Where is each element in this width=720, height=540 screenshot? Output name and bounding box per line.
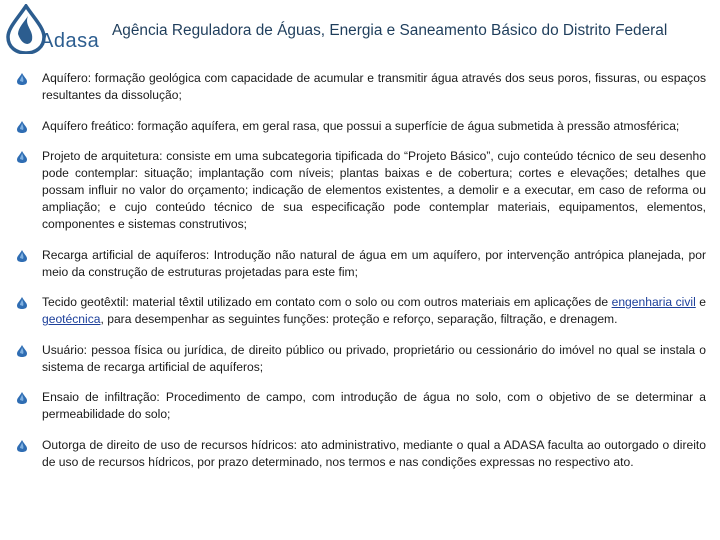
item-text: Aquífero: formação geológica com capacidade de acumular e transmitir água através dos seus poros, fissuras, ou espaços resultantes da dissolução; — [42, 71, 706, 102]
logo-text: Adasa — [40, 30, 100, 52]
water-drop-bullet-icon — [16, 440, 28, 452]
list-item — [16, 247, 706, 281]
definitions-list — [16, 70, 706, 484]
adasa-logo — [4, 4, 100, 56]
list-item — [16, 389, 706, 423]
item-text: Tecido geotêxtil: material têxtil utilizado em contato com o solo ou com outros materiais em aplicações de — [42, 295, 612, 309]
list-item — [16, 342, 706, 376]
water-drop-bullet-icon — [16, 297, 28, 309]
list-item — [16, 294, 706, 328]
water-drop-bullet-icon — [16, 73, 28, 85]
item-text: Usuário: pessoa física ou jurídica, de direito público ou privado, proprietário ou cessionário do imóvel no qual se instala o sistema de recarga artificial de aquíferos; — [42, 342, 706, 374]
water-drop-bullet-icon — [16, 250, 28, 262]
item-text: , para desempenhar as seguintes funções: proteção e reforço, separação, filtração, e drenagem. — [100, 312, 618, 326]
item-text: e — [695, 295, 706, 309]
water-drop-bullet-icon — [16, 392, 28, 404]
item-text: Projeto de arquitetura: consiste em uma subcategoria tipificada do “Projeto Básico”, cujo conteúdo técnico de seu desenho pode contemplar: situação; implantação com níveis; plantas baixas e de cobertura; cortes e elevações; detalhes que possam influir no valor do orçamento; indicação de elementos existentes, a demolir e a executar, em caso de reforma ou ampliação; e cujo conteúdo técnico de sua especificação pode contemplar materiais, equipamentos, elementos, componentes e sistemas construtivos; — [42, 149, 706, 231]
item-text: Aquífero freático: formação aquífera, em geral rasa, que possui a superfície de água submetida à pressão atmosférica; — [42, 118, 680, 133]
geotecnica-link[interactable]: geotécnica — [42, 312, 101, 326]
item-text: Outorga de direito de uso de recursos hídricos: ato administrativo, mediante o qual a ADASA faculta ao outorgado o direito de uso de recursos hídricos, por prazo determinado, nos termos e nas condições expressas no respectivo ato. — [42, 437, 706, 469]
item-text: Ensaio de infiltração: Procedimento de campo, com introdução de água no solo, com o objetivo de se determinar a permeabilidade do solo; — [42, 390, 706, 421]
water-drop-bullet-icon — [16, 121, 28, 133]
page-title: Agência Reguladora de Águas, Energia e Saneamento Básico do Distrito Federal — [112, 22, 668, 39]
water-drop-bullet-icon — [16, 345, 28, 357]
list-item — [16, 70, 706, 104]
item-text: Recarga artificial de aquíferos: Introdução não natural de água em um aquífero, por intervenção antrópica planejada, por meio da construção de estruturas projetadas para este fim; — [42, 247, 706, 279]
list-item — [16, 437, 706, 471]
engenharia-civil-link[interactable]: engenharia civil — [611, 295, 696, 309]
list-item — [16, 118, 706, 135]
page-header — [0, 0, 720, 62]
list-item — [16, 148, 706, 233]
water-drop-bullet-icon — [16, 151, 28, 163]
